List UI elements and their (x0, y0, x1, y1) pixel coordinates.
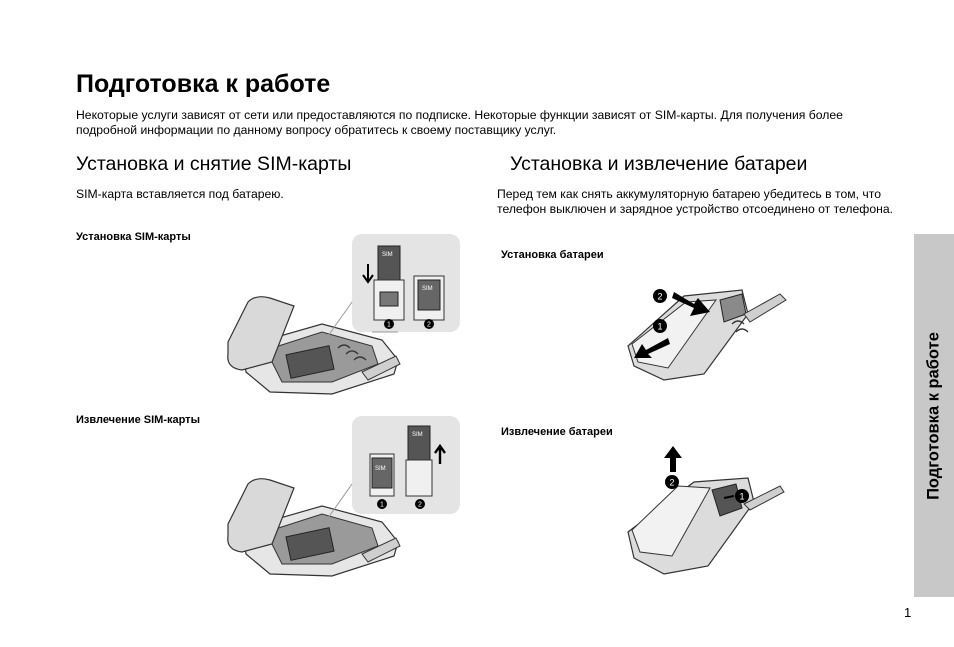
battery-remove-illustration (624, 446, 794, 582)
step-2-number: 2 (418, 501, 422, 509)
step-1-number: 1 (739, 491, 745, 502)
sim-section-text: SIM-карта вставляется под батарею. (76, 187, 284, 201)
step-1-number: 1 (657, 321, 663, 332)
sim-card-text: SIM (412, 432, 423, 438)
sim-section-heading: Установка и снятие SIM-карты (76, 153, 352, 175)
page-number: 1 (904, 605, 912, 620)
battery-install-label: Установка батареи (501, 249, 604, 261)
battery-section-text: Перед тем как снять аккумуляторную батарею убедитесь в том, что телефон выключен и зарядное устройство отсоединено от телефона. (497, 187, 894, 216)
sim-remove-label: Извлечение SIM-карты (76, 414, 200, 426)
battery-remove-label: Извлечение батареи (501, 426, 613, 438)
sim-card-text: SIM (382, 252, 393, 258)
battery-install-illustration (624, 284, 794, 384)
sim-card-text: SIM (422, 286, 433, 292)
side-chapter-tab (914, 234, 954, 597)
page-title: Подготовка к работе (76, 70, 331, 98)
sim-card-text: SIM (375, 466, 386, 472)
step-2-number: 2 (669, 477, 675, 488)
step-1-number: 1 (380, 501, 384, 509)
intro-paragraph: Некоторые услуги зависят от сети или предоставляются по подписке. Некоторые функции зависят от SIM-карты. Для получения более подробной информации по данному вопросу обратитесь к своему поставщику услуг. (76, 108, 843, 137)
battery-section-heading: Установка и извлечение батареи (510, 153, 808, 175)
step-1-number: 1 (387, 321, 391, 329)
step-2-number: 2 (657, 291, 663, 302)
step-2-number: 2 (427, 321, 431, 329)
sim-install-illustration (222, 232, 462, 402)
sim-remove-illustration (222, 414, 462, 584)
side-tab-label: Подготовка к работе (924, 331, 943, 500)
sim-install-label: Установка SIM-карты (76, 231, 191, 243)
